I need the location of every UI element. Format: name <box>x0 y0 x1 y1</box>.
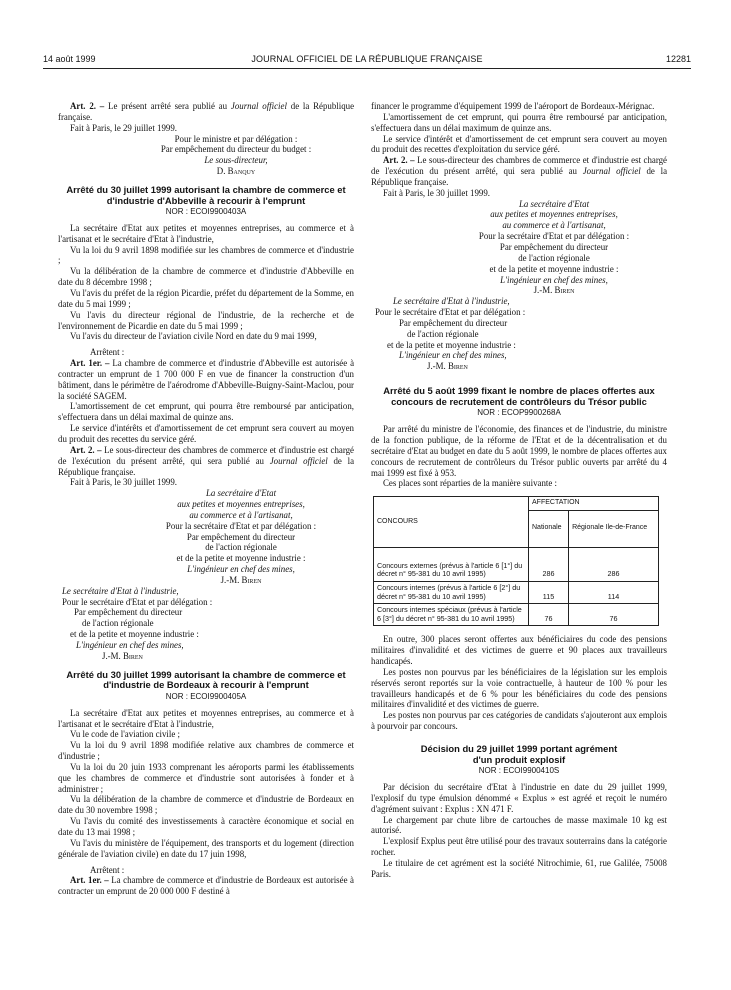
arrete-title: Arrêté du 30 juillet 1999 autorisant la chambre de commerce et d'industrie de Bordeaux à recourir à l'emprunt <box>66 668 346 691</box>
paragraph: financer le programme d'équipement 1999 de l'aéroport de Bordeaux-Mérignac. <box>371 101 655 111</box>
article-2: Art. 2. – Le présent arrêté sera publié au Journal officiel de la République française. <box>58 101 355 122</box>
decision-title: Décision du 29 juillet 1999 portant agrément d'un produit explosif <box>420 742 618 765</box>
paragraph: Par décision du secrétaire d'Etat à l'industrie en date du 29 juillet 1999, l'explosif du type émulsion dénommé « Explus » est agréé et reçoit le numéro d'agrément suivant : Explus : XN 471 F. <box>371 781 667 814</box>
paragraph: La secrétaire d'Etat aux petites et moyennes entreprises, au commerce et à l'artisanat et le secrétaire d'Etat à l'industrie, <box>58 222 354 244</box>
paragraph: Ces places sont réparties de la manière suivante : <box>383 478 557 489</box>
signature-block: La secrétaire d'Etat aux petites et moyennes entreprises, au commerce et à l'artisanat, Pour la secrétaire d'Etat et par délégation : Par empêchement du directeur de l'action régionale et de la petite et moyenne industrie : L'ingénieur en chef des mines, J.-M. Biren <box>478 198 630 296</box>
nor-reference: NOR : ECOI9900403A <box>165 207 247 217</box>
arretent: Arrêtent : <box>90 864 125 875</box>
left-column <box>58 101 354 897</box>
nor-reference: NOR : ECOP9900268A <box>477 408 561 418</box>
paragraph: L'explosif Explus peut être utilisé pour des travaux souterrains dans la catégorie rocher. <box>371 836 667 858</box>
table-row: Concours internes (prévus à l'article 6 [2°] du décret n° 95-381 du 10 avril 1995) 115 114 <box>374 581 659 603</box>
paragraph: Vu l'avis du préfet de la région Picardie, préfet du département de la Somme, en date du 5 mai 1999 ; <box>58 288 354 309</box>
paragraph: Vu l'avis du comité des investissements à caractère économique et social en date du 13 mai 1998 ; <box>58 816 354 837</box>
paragraph: Le chargement par chute libre de cartouches de masse maximale 10 kg est autorisé. <box>371 814 667 836</box>
table-header-affectation: AFFECTATION <box>529 497 659 511</box>
page-header <box>43 54 691 66</box>
signature-block: La secrétaire d'Etat aux petites et moyennes entreprises, au commerce et à l'artisanat, Pour la secrétaire d'Etat et par délégation : Par empêchement du directeur de l'action régionale et de la petite et moyenne industrie : L'ingénieur en chef des mines, J.-M. Biren <box>165 488 317 585</box>
arrete-title: Arrêté du 30 juillet 1999 autorisant la chambre de commerce et d'industrie d'Abbeville à recourir à l'emprunt <box>66 183 346 206</box>
fait-line: Fait à Paris, le 30 juillet 1999. <box>383 187 490 198</box>
paragraph: Les postes non pourvus par les bénéficiaires de la législation sur les emplois réservés seront reportés sur la voie contractuelle, à hauteur de 100 % pour les travailleurs handicapés et de 6 % pour les bénéficiaires du code des pensions militaires d'invalidité et des victimes de guerre. <box>371 666 667 710</box>
paragraph: Vu la délibération de la chambre de commerce et d'industrie d'Abbeville en date du 8 décembre 1998 ; <box>58 266 354 288</box>
paragraph: L'amortissement de cet emprunt, qui pourra être remboursé par anticipation, s'effectuera dans un délai maximal de quinze ans. <box>58 401 354 423</box>
fait-line: Fait à Paris, le 29 juillet 1999. <box>70 122 177 133</box>
paragraph: Vu la délibération de la chambre de commerce et d'industrie de Bordeaux en date du 30 novembre 1998 ; <box>58 794 354 816</box>
table-header-regionale: Régionale Ile-de-France <box>569 510 659 547</box>
signature-block: Pour le ministre et par délégation : Par empêchement du directeur du budget : Le sous-directeur, D. Banquy <box>160 133 312 177</box>
paragraph: En outre, 300 places seront offertes aux bénéficiaires du code des pensions militaires d'invalidité et des victimes de guerre et 90 places aux travailleurs handicapés. <box>371 634 667 667</box>
fait-line: Fait à Paris, le 30 juillet 1999. <box>70 477 177 488</box>
article-2: Art. 2. – Le sous-directeur des chambres de commerce et d'industrie est chargé de l'exécution du présent arrêté, qui sera publié au Journal officiel de la République française. <box>58 444 355 477</box>
paragraph: Vu la loi du 9 avril 1898 modifiée sur les chambres de commerce et d'industrie ; <box>58 244 354 266</box>
paragraph: Vu l'avis du ministère de l'équipement, des transports et du logement (direction générale de l'aviation civile) en date du 17 juin 1998, <box>58 837 354 859</box>
arrete-title: Arrêté du 5 août 1999 fixant le nombre de places offertes aux concours de recrutement de contrôleurs du Trésor public <box>383 385 655 407</box>
paragraph: La secrétaire d'Etat aux petites et moyennes entreprises, au commerce et à l'artisanat et le secrétaire d'Etat à l'industrie, <box>58 707 354 729</box>
page-number: 12281 <box>665 54 691 64</box>
table-header-concours: CONCOURS <box>374 497 529 548</box>
paragraph: Vu la loi du 20 juin 1933 comprenant les aéroports parmi les établissements que les chambres de commerce et d'industrie sont autorisées à fonder et à administrer ; <box>58 761 354 794</box>
paragraph: Les postes non pourvus par ces catégories de candidats s'ajouteront aux emplois à pourvoir par concours. <box>371 710 667 732</box>
signature-block: Le secrétaire d'Etat à l'industrie, Pour le secrétaire d'Etat et par délégation : Par empêchement du directeur de l'action régionale et de la petite et moyenne industrie : L'ingénieur en chef des mines, J.-M. Biren <box>375 296 526 372</box>
paragraph: Vu la loi du 9 avril 1898 modifiée relative aux chambres de commerce et d'industrie ; <box>58 740 354 762</box>
paragraph: Par arrêté du ministre de l'économie, des finances et de l'industrie, du ministre de la fonction publique, de la réforme de l'Etat et de la décentralisation et du secrétaire d'Etat au budget en date du 5 août 1999, le nombre de places offertes aux concours de recrutement de contrôleurs du Trésor public ouverts par arrêté du 4 mai 1999 est fixé à 953. <box>371 424 667 478</box>
article-1: Art. 1er. – La chambre de commerce et d'industrie d'Abbeville est autorisée à contracter un emprunt de 1 700 000 F en vue de financer la construction d'un bâtiment, dans le périmètre de l'aérodrome d'Abbeville-Buigny-Saint-Maclou, pour la société SAGEM. <box>58 358 355 401</box>
paragraph: L'amortissement de cet emprunt, qui pourra être remboursé par anticipation, s'effectuera dans un délai maximum de quinze ans. <box>371 111 667 133</box>
paragraph: Vu l'avis du directeur régional de l'industrie, de la recherche et de l'environnement de Picardie en date du 5 mai 1999 ; <box>58 309 354 331</box>
right-column <box>371 101 667 880</box>
paragraph: Le service d'intérêt et d'amortissement de cet emprunt sera couvert au moyen du produit des recettes d'exploitation du service géré. <box>371 133 667 155</box>
paragraph: Le titulaire de cet agrément est la société Nitrochimie, 61, rue Galilée, 75008 Paris. <box>371 857 667 879</box>
nor-reference: NOR : ECOI9900405A <box>165 691 247 701</box>
article-1: Art. 1er. – La chambre de commerce et d'industrie de Bordeaux est autorisée à contracter un emprunt de 20 000 000 F destiné à <box>58 875 354 897</box>
table-row: Concours internes spéciaux (prévus à l'article 6 [3°] du décret n° 95-381 du 10 avril 1995) 76 76 <box>374 604 659 626</box>
journal-title: JOURNAL OFFICIEL DE LA RÉPUBLIQUE FRANÇAISE <box>251 54 483 64</box>
article-2: Art. 2. – Le sous-directeur des chambres de commerce et d'industrie est chargé de l'exécution du présent arrêté, qui sera publié au Journal officiel de la République française. <box>371 155 668 187</box>
places-table <box>373 496 659 626</box>
paragraph: Vu le code de l'aviation civile ; <box>70 729 180 740</box>
signature-block: Le secrétaire d'Etat à l'industrie, Pour le secrétaire d'Etat et par délégation : Par empêchement du directeur de l'action régionale et de la petite et moyenne industrie : L'ingénieur en chef des mines, J.-M. Biren <box>62 585 213 661</box>
header-date: 14 août 1999 <box>43 54 96 64</box>
paragraph: Vu l'avis du directeur de l'aviation civile Nord en date du 9 mai 1999, <box>70 331 317 342</box>
header-rule <box>43 68 691 69</box>
paragraph: Le service d'intérêts et d'amortissement de cet emprunt sera couvert au moyen du produit des recettes du service géré. <box>58 423 354 444</box>
table-row: Concours externes (prévus à l'article 6 [1°] du décret n° 95-381 du 10 avril 1995) 286 286 <box>374 547 659 581</box>
nor-reference: NOR : ECOI9900410S <box>478 766 560 776</box>
arretent: Arrêtent : <box>90 347 125 358</box>
table-header-nationale: Nationale <box>529 510 569 547</box>
